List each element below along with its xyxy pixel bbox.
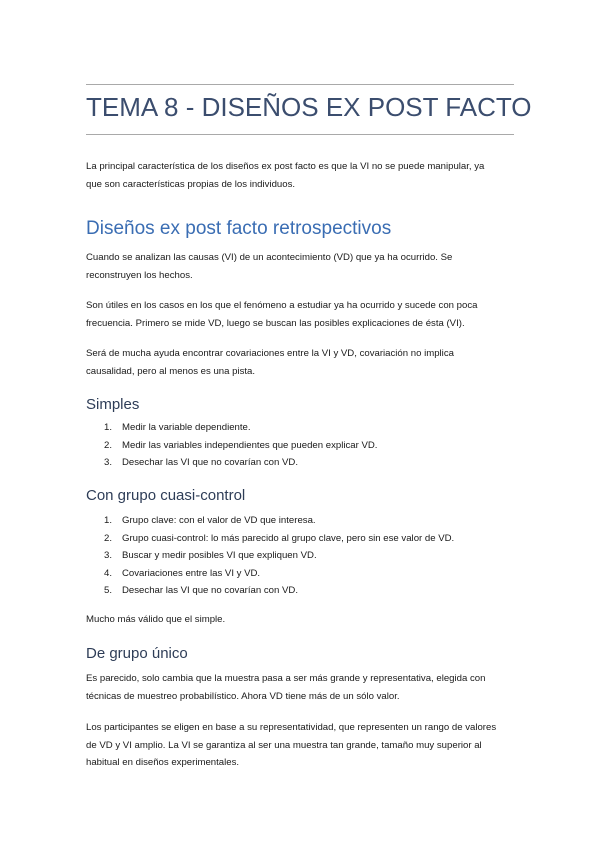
retro-paragraph-1 <box>86 249 516 284</box>
text-line: que son características propias de los individuos. <box>86 178 296 190</box>
text-line: Cuando se analizan las causas (VI) de un acontecimiento (VD) que ya ha ocurrido. Se <box>86 252 453 263</box>
intro-paragraph <box>86 158 516 193</box>
list-item <box>104 512 454 530</box>
list-number: 3. <box>104 457 113 468</box>
subheading-simples: Simples <box>86 396 140 413</box>
list-text: Medir la variable dependiente. <box>122 422 251 433</box>
text-line: de VD y VI amplio. La VI se garantiza al ser una muestra tan grande, tamaño muy superior al <box>86 739 482 751</box>
list-text: Medir las variables independientes que pueden explicar VD. <box>122 439 378 451</box>
retro-paragraph-3 <box>86 345 516 380</box>
text-line: técnicas de muestreo probabilístico. Ahora VD tiene más de un sólo valor. <box>86 690 400 702</box>
unico-paragraph-2 <box>86 719 516 772</box>
text-line: Son útiles en los casos en los que el fenómeno a estudiar ya ha ocurrido y sucede con poca <box>86 300 478 311</box>
list-text: Desechar las VI que no covarían con VD. <box>122 457 298 468</box>
unico-paragraph-1 <box>86 670 516 705</box>
list-text: Grupo cuasi-control: lo más parecido al grupo clave, pero sin ese valor de VD. <box>122 532 455 544</box>
list-number: 4. <box>104 567 113 579</box>
title-top-rule <box>86 84 514 85</box>
list-number: 5. <box>104 585 113 596</box>
list-number: 2. <box>104 532 113 544</box>
list-item <box>104 582 454 600</box>
subheading-cuasi-control: Con grupo cuasi-control <box>86 487 246 504</box>
text-line: Los participantes se eligen en base a su representatividad, que representen un rango de valores <box>86 722 497 733</box>
text-line: causalidad, pero al menos es una pista. <box>86 365 256 377</box>
page-title: TEMA 8 - DISEÑOS EX POST FACTO <box>86 92 532 122</box>
simples-list <box>104 419 377 472</box>
cuasi-conclusion: Mucho más válido que el simple. <box>86 614 226 625</box>
text-line: frecuencia. Primero se mide VD, luego se buscan las posibles explicaciones de ésta (VI). <box>86 317 465 329</box>
list-number: 1. <box>104 422 113 433</box>
list-text: Buscar y medir posibles VI que expliquen VD. <box>122 550 317 561</box>
text-line: La principal característica de los diseños ex post facto es que la VI no se puede manipular, ya <box>86 161 485 172</box>
list-item <box>104 530 454 548</box>
list-item <box>104 454 377 472</box>
list-text: Desechar las VI que no covarían con VD. <box>122 585 298 596</box>
title-bottom-rule <box>86 134 514 135</box>
retro-paragraph-2 <box>86 297 516 332</box>
list-item <box>104 547 454 565</box>
list-number: 3. <box>104 550 113 561</box>
list-number: 1. <box>104 515 113 526</box>
list-text: Covariaciones entre las VI y VD. <box>122 567 261 579</box>
list-item <box>104 419 377 437</box>
cuasi-list <box>104 512 454 600</box>
text-line: Es parecido, solo cambia que la muestra pasa a ser más grande y representativa, elegida con <box>86 673 486 684</box>
text-line: habitual en diseños experimentales. <box>86 757 240 768</box>
list-number: 2. <box>104 439 113 451</box>
list-item <box>104 437 377 455</box>
list-item <box>104 565 454 583</box>
list-text: Grupo clave: con el valor de VD que interesa. <box>122 515 316 526</box>
text-line: reconstruyen los hechos. <box>86 269 193 281</box>
subheading-grupo-unico: De grupo único <box>86 645 188 662</box>
section-heading-retrospectivos: Diseños ex post facto retrospectivos <box>86 218 392 239</box>
text-line: Será de mucha ayuda encontrar covariaciones entre la VI y VD, covariación no implica <box>86 348 454 359</box>
